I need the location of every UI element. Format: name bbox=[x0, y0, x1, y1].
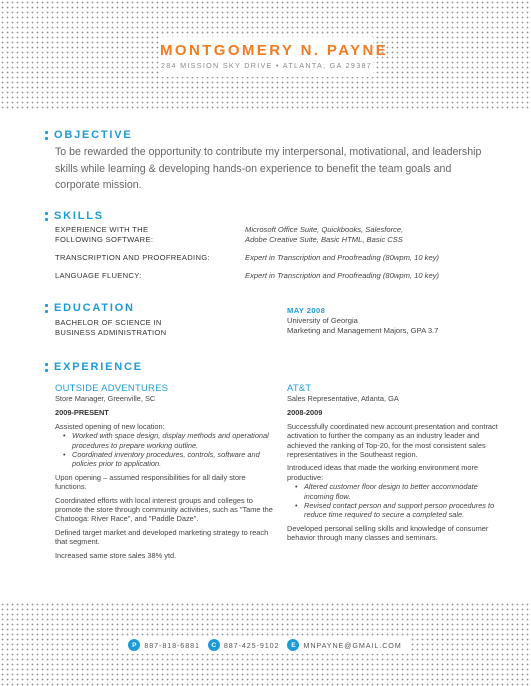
phone-icon: P bbox=[128, 639, 140, 651]
degree-line: BUSINESS ADMINISTRATION bbox=[55, 328, 167, 337]
skill-value-line: Microsoft Office Suite, Quickbooks, Salesforce, bbox=[245, 225, 404, 234]
job-entry-att bbox=[287, 382, 505, 547]
skills-heading bbox=[45, 209, 104, 223]
job-bullet-list bbox=[55, 431, 273, 469]
cell-icon: C bbox=[208, 639, 220, 651]
objective-heading bbox=[45, 128, 133, 142]
skill-value-line: Adobe Creative Suite, Basic HTML, Basic CSS bbox=[245, 235, 403, 244]
job-years: 2008-2009 bbox=[287, 408, 323, 418]
job-intro-secondary: Introduced ideas that made the working environment more productive: bbox=[287, 463, 479, 482]
job-bullet: • Altered customer floor design to better accommodate incoming flow. bbox=[295, 482, 505, 501]
education-details bbox=[287, 306, 507, 336]
skills-table bbox=[55, 225, 495, 289]
section-marker-icon bbox=[45, 304, 49, 313]
education-heading bbox=[45, 301, 135, 315]
skill-value-line: Expert in Transcription and Proofreading (80wpm, 10 key) bbox=[245, 253, 440, 262]
contact-bar bbox=[120, 636, 410, 654]
job-years: 2009-PRESENT bbox=[55, 408, 109, 418]
job-role: Store Manager, Greenville, SC bbox=[55, 394, 156, 403]
objective-heading-text: OBJECTIVE bbox=[54, 129, 133, 141]
skill-label bbox=[55, 253, 245, 263]
candidate-name: MONTGOMERY N. PAYNE bbox=[160, 42, 389, 59]
skill-label-line: TRANSCRIPTION AND PROOFREADING: bbox=[55, 253, 210, 262]
skill-label-line: LANGUAGE FLUENCY: bbox=[55, 271, 142, 280]
section-marker-icon bbox=[45, 363, 49, 372]
skill-row bbox=[55, 225, 495, 245]
skill-value bbox=[245, 225, 495, 245]
education-date: MAY 2008 bbox=[287, 306, 326, 315]
contact-cell bbox=[208, 639, 280, 651]
skill-label bbox=[55, 271, 245, 281]
contact-email bbox=[287, 639, 401, 651]
job-paragraph: Upon opening – assumed responsibilities for all daily store functions. bbox=[55, 472, 246, 492]
job-bullet: • Revised contact person and support person procedures to reduce time required to secure a completed sale. bbox=[295, 501, 505, 520]
skill-row bbox=[55, 253, 495, 263]
job-bullet: • Worked with space design, display methods and operational procedures to prepare working outline. bbox=[63, 431, 273, 450]
job-intro: Assisted opening of new location: bbox=[55, 421, 165, 431]
skill-label-line: EXPERIENCE WITH THE bbox=[55, 225, 149, 234]
section-marker-icon bbox=[45, 131, 49, 140]
skill-row bbox=[55, 271, 495, 281]
degree-line: BACHELOR OF SCIENCE IN bbox=[55, 318, 162, 327]
job-company: OUTSIDE ADVENTURES bbox=[55, 382, 169, 393]
education-school: University of Georgia bbox=[287, 316, 358, 325]
skill-label-line: FOLLOWING SOFTWARE: bbox=[55, 235, 154, 244]
skill-value-line: Expert in Transcription and Proofreading (80wpm, 10 key) bbox=[245, 271, 440, 280]
job-paragraph: Increased same store sales 38% ytd. bbox=[55, 550, 177, 560]
job-paragraph: Defined target market and developed marketing strategy to reach that segment. bbox=[55, 527, 269, 547]
job-role: Sales Representative, Atlanta, GA bbox=[287, 394, 399, 403]
skill-value bbox=[245, 271, 495, 281]
experience-heading-text: EXPERIENCE bbox=[54, 361, 143, 373]
job-paragraph: Coordinated efforts with local interest groups and colleges to promote the store through community activities, such as "Tame the Chatooga: River Race", and "Paddle Daze". bbox=[55, 495, 273, 524]
email-address[interactable]: MNPAYNE@GMAIL.COM bbox=[303, 640, 402, 650]
header bbox=[160, 37, 389, 77]
job-entry-outside-adventures bbox=[55, 382, 273, 564]
job-closing: Developed personal selling skills and knowledge of consumer behavior through many classes and seminars. bbox=[287, 523, 489, 543]
candidate-address: 284 MISSION SKY DRIVE • ATLANTA, GA 29387 bbox=[160, 61, 373, 70]
job-intro: Successfully coordinated new account presentation and contract activation to further the company as an industry leader and achieved the ranking of Top-20, for the most consistent sales representatives in the Southeast region. bbox=[287, 421, 498, 460]
section-marker-icon bbox=[45, 212, 49, 221]
education-heading-text: EDUCATION bbox=[54, 302, 135, 314]
experience-heading bbox=[45, 360, 143, 374]
job-bullet: • Coordinated inventory procedures, controls, software and policies prior to application. bbox=[63, 450, 273, 469]
phone-number[interactable]: 887-818-6881 bbox=[144, 640, 200, 650]
cell-number[interactable]: 887-425-9102 bbox=[223, 640, 280, 650]
skills-heading-text: SKILLS bbox=[54, 210, 104, 222]
education-detail: Marketing and Management Majors, GPA 3.7 bbox=[287, 326, 439, 335]
contact-phone bbox=[128, 639, 200, 651]
objective-text: To be rewarded the opportunity to contribute my interpersonal, motivational, and leadership skills while learning & developing hands-on experience to benefit the team goals and corporate mission. bbox=[55, 146, 482, 191]
email-icon: E bbox=[287, 639, 299, 651]
education-degree bbox=[55, 318, 255, 338]
skill-label bbox=[55, 225, 245, 245]
job-bullet-list bbox=[287, 482, 505, 520]
skill-value bbox=[245, 253, 495, 263]
job-company: AT&T bbox=[287, 382, 312, 393]
